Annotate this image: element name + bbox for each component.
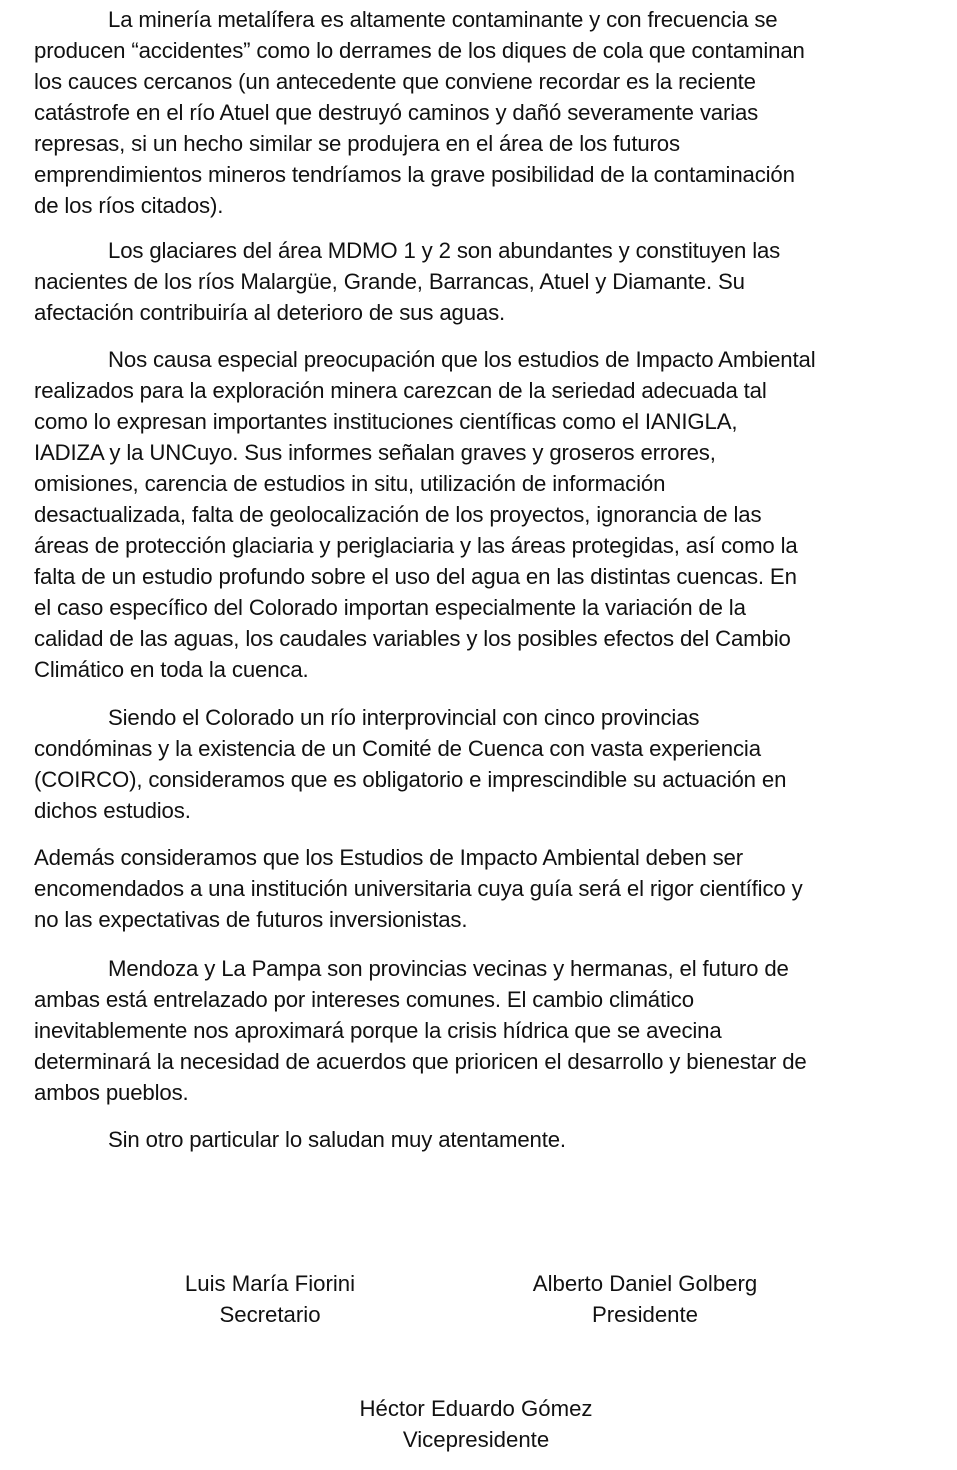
- text-line: omisiones, carencia de estudios in situ, utilización de información: [34, 471, 666, 496]
- signature-secretary: [170, 1268, 370, 1330]
- text-line: encomendados a una institución universitaria cuya guía será el rigor científico y: [34, 876, 803, 901]
- paragraph-mining-pollution: [34, 4, 934, 221]
- signatory-name: Alberto Daniel Golberg: [532, 1271, 758, 1296]
- text-line: de los ríos citados).: [34, 193, 224, 218]
- text-line: calidad de las aguas, los caudales variables y los posibles efectos del Cambio: [34, 626, 791, 651]
- paragraph-colorado-river: [34, 702, 934, 826]
- signatory-name: Luis María Fiorini: [184, 1271, 356, 1296]
- text-line: como lo expresan importantes instituciones científicas como el IANIGLA,: [34, 409, 738, 434]
- text-line: afectación contribuiría al deterioro de sus aguas.: [34, 300, 506, 325]
- text-line: los cauces cercanos (un antecedente que conviene recordar es la reciente: [34, 69, 756, 94]
- text-line: Los glaciares del área MDMO 1 y 2 son abundantes y constituyen las: [108, 238, 781, 263]
- text-line: Climático en toda la cuenca.: [34, 657, 309, 682]
- text-line: no las expectativas de futuros inversionistas.: [34, 907, 468, 932]
- paragraph-glaciers: [34, 235, 934, 328]
- paragraph-impact-studies: [34, 344, 934, 685]
- text-line: condóminas y la existencia de un Comité de Cuenca con vasta experiencia: [34, 736, 761, 761]
- text-line: el caso específico del Colorado importan especialmente la variación de la: [34, 595, 746, 620]
- signature-president: [505, 1268, 785, 1330]
- text-line: producen “accidentes” como lo derrames de los diques de cola que contaminan: [34, 38, 805, 63]
- text-line: emprendimientos mineros tendríamos la grave posibilidad de la contaminación: [34, 162, 795, 187]
- signature-vicepresident: [326, 1393, 626, 1455]
- text-line: La minería metalífera es altamente contaminante y con frecuencia se: [108, 7, 778, 32]
- text-line: determinará la necesidad de acuerdos que prioricen el desarrollo y bienestar de: [34, 1049, 807, 1074]
- text-line: nacientes de los ríos Malargüe, Grande, Barrancas, Atuel y Diamante. Su: [34, 269, 745, 294]
- text-line: falta de un estudio profundo sobre el uso del agua en las distintas cuencas. En: [34, 564, 797, 589]
- text-line: áreas de protección glaciaria y periglaciaria y las áreas protegidas, así como la: [34, 533, 798, 558]
- text-line: inevitablemente nos aproximará porque la crisis hídrica que se avecina: [34, 1018, 722, 1043]
- text-line: ambas está entrelazado por intereses comunes. El cambio climático: [34, 987, 694, 1012]
- text-line: Nos causa especial preocupación que los estudios de Impacto Ambiental: [108, 347, 816, 372]
- text-line: realizados para la exploración minera carezcan de la seriedad adecuada tal: [34, 378, 767, 403]
- signatory-name: Héctor Eduardo Gómez: [359, 1396, 593, 1421]
- text-line: (COIRCO), consideramos que es obligatorio e imprescindible su actuación en: [34, 767, 787, 792]
- signatory-title: Presidente: [591, 1302, 699, 1327]
- text-line: Además consideramos que los Estudios de Impacto Ambiental deben ser: [34, 845, 743, 870]
- paragraph-closing: [34, 1124, 934, 1155]
- signatory-title: Vicepresidente: [402, 1427, 550, 1452]
- text-line: Mendoza y La Pampa son provincias vecinas y hermanas, el futuro de: [108, 956, 789, 981]
- text-line: dichos estudios.: [34, 798, 191, 823]
- text-line: IADIZA y la UNCuyo. Sus informes señalan graves y groseros errores,: [34, 440, 716, 465]
- paragraph-university-studies: [34, 842, 934, 935]
- text-line: represas, si un hecho similar se produjera en el área de los futuros: [34, 131, 680, 156]
- text-line: ambos pueblos.: [34, 1080, 189, 1105]
- signatory-title: Secretario: [219, 1302, 321, 1327]
- text-line: Sin otro particular lo saludan muy atentamente.: [108, 1127, 566, 1152]
- text-line: desactualizada, falta de geolocalización de los proyectos, ignorancia de las: [34, 502, 762, 527]
- text-line: catástrofe en el río Atuel que destruyó caminos y dañó severamente varias: [34, 100, 759, 125]
- text-line: Siendo el Colorado un río interprovincial con cinco provincias: [108, 705, 700, 730]
- paragraph-provinces: [34, 953, 934, 1108]
